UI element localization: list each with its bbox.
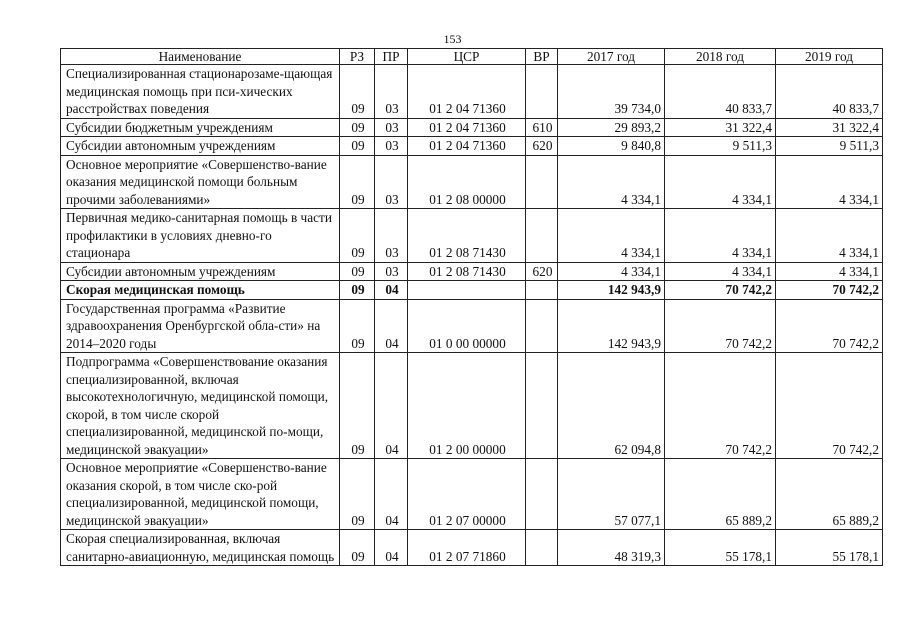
table-header	[61, 49, 883, 65]
row-2019: 40 833,7	[776, 65, 883, 119]
row-2019: 55 178,1	[776, 530, 883, 566]
table-row	[61, 209, 883, 263]
row-name: Основное мероприятие «Совершенство-вание оказания медицинской помощи больным прочими заболеваниями»	[61, 155, 340, 209]
row-name: Основное мероприятие «Совершенство-вание оказания скорой, в том числе ско-рой специализированной, медицинской помощи, медицинской эвакуации»	[61, 459, 340, 530]
page-number: 153	[443, 32, 462, 46]
table-row	[61, 65, 883, 119]
row-pr: 03	[375, 65, 408, 119]
row-rz: 09	[340, 459, 375, 530]
row-2019: 9 511,3	[776, 137, 883, 156]
row-pr: 03	[375, 118, 408, 137]
row-csr: 01 2 07 00000	[408, 459, 526, 530]
row-2019: 65 889,2	[776, 459, 883, 530]
row-pr: 04	[375, 281, 408, 300]
row-pr: 03	[375, 262, 408, 281]
row-vr	[526, 209, 558, 263]
row-2017: 142 943,9	[558, 299, 665, 353]
row-2018: 4 334,1	[665, 155, 776, 209]
row-2019: 70 742,2	[776, 281, 883, 300]
row-csr: 01 0 00 00000	[408, 299, 526, 353]
header-2018: 2018 год	[665, 49, 776, 65]
row-2017: 4 334,1	[558, 262, 665, 281]
row-2019: 70 742,2	[776, 353, 883, 459]
row-2019: 31 322,4	[776, 118, 883, 137]
budget-table	[60, 48, 883, 566]
header-vr: ВР	[526, 49, 558, 65]
header-name: Наименование	[61, 49, 340, 65]
row-vr: 620	[526, 262, 558, 281]
row-vr	[526, 281, 558, 300]
row-rz: 09	[340, 65, 375, 119]
row-rz: 09	[340, 353, 375, 459]
row-csr: 01 2 04 71360	[408, 65, 526, 119]
row-rz: 09	[340, 299, 375, 353]
row-2017: 62 094,8	[558, 353, 665, 459]
row-2017: 57 077,1	[558, 459, 665, 530]
row-vr: 610	[526, 118, 558, 137]
row-rz: 09	[340, 137, 375, 156]
header-csr: ЦСР	[408, 49, 526, 65]
row-2019: 4 334,1	[776, 262, 883, 281]
row-vr	[526, 155, 558, 209]
row-2017: 39 734,0	[558, 65, 665, 119]
row-vr	[526, 353, 558, 459]
table-body	[61, 65, 883, 566]
row-rz: 09	[340, 155, 375, 209]
row-2018: 55 178,1	[665, 530, 776, 566]
row-rz: 09	[340, 262, 375, 281]
row-pr: 03	[375, 209, 408, 263]
row-pr: 03	[375, 137, 408, 156]
table-row	[61, 118, 883, 137]
row-2017: 48 319,3	[558, 530, 665, 566]
row-vr: 620	[526, 137, 558, 156]
row-vr	[526, 299, 558, 353]
row-2018: 40 833,7	[665, 65, 776, 119]
header-2019: 2019 год	[776, 49, 883, 65]
table-row	[61, 262, 883, 281]
row-name: Субсидии автономным учреждениям	[61, 137, 340, 156]
table-row	[61, 299, 883, 353]
row-rz: 09	[340, 118, 375, 137]
row-2018: 4 334,1	[665, 209, 776, 263]
row-pr: 04	[375, 353, 408, 459]
table-row-section	[61, 281, 883, 300]
row-csr	[408, 281, 526, 300]
row-vr	[526, 459, 558, 530]
row-2018: 65 889,2	[665, 459, 776, 530]
row-2019: 70 742,2	[776, 299, 883, 353]
row-rz: 09	[340, 209, 375, 263]
row-name: Специализированная стационарозаме-щающая медицинская помощь при пси-хических расстройствах поведения	[61, 65, 340, 119]
row-csr: 01 2 08 00000	[408, 155, 526, 209]
row-name: Первичная медико-санитарная помощь в части профилактики в условиях дневно-го стационара	[61, 209, 340, 263]
row-csr: 01 2 04 71360	[408, 118, 526, 137]
table-row	[61, 137, 883, 156]
row-2018: 70 742,2	[665, 353, 776, 459]
row-pr: 04	[375, 530, 408, 566]
row-2017: 29 893,2	[558, 118, 665, 137]
row-2018: 9 511,3	[665, 137, 776, 156]
header-rz: РЗ	[340, 49, 375, 65]
row-name: Подпрограмма «Совершенствование оказания специализированной, включая высокотехнологичную, медицинской помощи, скорой, в том числе скорой специализированной, медицинской по-мощи, медицинской эвакуации»	[61, 353, 340, 459]
row-2017: 9 840,8	[558, 137, 665, 156]
row-name: Скорая медицинская помощь	[61, 281, 340, 300]
row-2018: 4 334,1	[665, 262, 776, 281]
row-2017: 142 943,9	[558, 281, 665, 300]
row-rz: 09	[340, 530, 375, 566]
row-csr: 01 2 08 71430	[408, 262, 526, 281]
row-csr: 01 2 04 71360	[408, 137, 526, 156]
row-pr: 04	[375, 299, 408, 353]
table-row	[61, 353, 883, 459]
table-row	[61, 530, 883, 566]
row-vr	[526, 530, 558, 566]
table-row	[61, 155, 883, 209]
row-2018: 31 322,4	[665, 118, 776, 137]
row-2017: 4 334,1	[558, 155, 665, 209]
row-pr: 03	[375, 155, 408, 209]
header-row	[61, 49, 883, 65]
row-2019: 4 334,1	[776, 209, 883, 263]
row-2018: 70 742,2	[665, 299, 776, 353]
row-2019: 4 334,1	[776, 155, 883, 209]
row-name: Государственная программа «Развитие здравоохранения Оренбургской обла-сти» на 2014–2020 годы	[61, 299, 340, 353]
row-rz: 09	[340, 281, 375, 300]
header-pr: ПР	[375, 49, 408, 65]
row-vr	[526, 65, 558, 119]
row-csr: 01 2 00 00000	[408, 353, 526, 459]
row-2018: 70 742,2	[665, 281, 776, 300]
row-2017: 4 334,1	[558, 209, 665, 263]
row-pr: 04	[375, 459, 408, 530]
table-row	[61, 459, 883, 530]
row-csr: 01 2 07 71860	[408, 530, 526, 566]
header-2017: 2017 год	[558, 49, 665, 65]
row-csr: 01 2 08 71430	[408, 209, 526, 263]
row-name: Скорая специализированная, включая санитарно-авиационную, медицинская помощь	[61, 530, 340, 566]
row-name: Субсидии автономным учреждениям	[61, 262, 340, 281]
row-name: Субсидии бюджетным учреждениям	[61, 118, 340, 137]
